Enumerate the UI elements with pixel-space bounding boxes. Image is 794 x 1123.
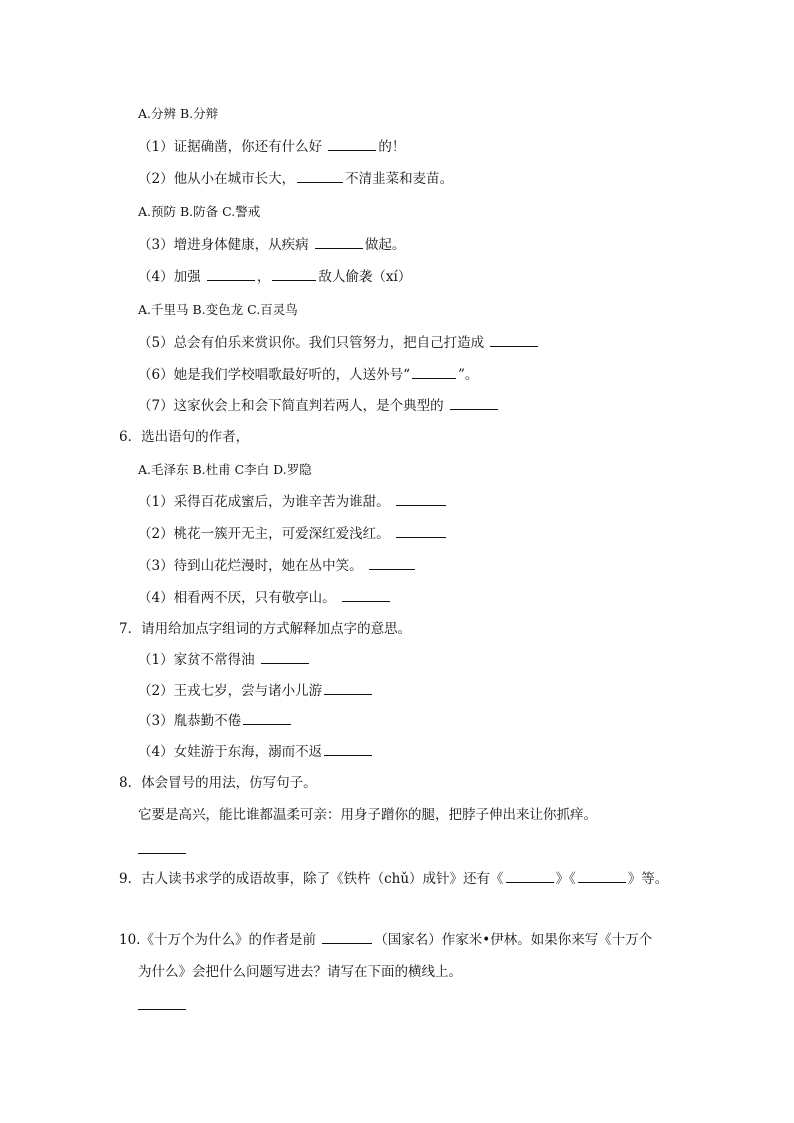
q7-item-3 — [138, 711, 293, 731]
q5-item-4 — [138, 267, 411, 287]
item-text: 9．古人读书求学的成语故事，除了《铁杵（chǔ）成针》还有《 — [119, 871, 504, 887]
q6-item-3 — [138, 556, 417, 576]
q6-item-4 — [138, 588, 392, 608]
item-number: （2） — [138, 683, 174, 699]
answer-blank[interactable] — [490, 333, 538, 347]
answer-blank[interactable] — [315, 235, 363, 249]
item-number: （5） — [138, 335, 174, 351]
item-text: 增进身体健康，从疾病 — [173, 237, 313, 253]
answer-blank[interactable] — [396, 524, 446, 538]
q10-line-1 — [119, 930, 652, 950]
answer-blank[interactable] — [324, 681, 372, 695]
item-text: 他从小在城市长大， — [173, 171, 296, 187]
item-text: 相看两不厌，只有敬亭山。 — [173, 590, 340, 606]
item-number: （4） — [138, 744, 174, 760]
q7-title: 7．请用给加点字组词的方式解释加点字的意思。 — [119, 621, 412, 637]
item-text-end: ”。 — [458, 367, 479, 383]
answer-blank-1[interactable] — [207, 267, 255, 281]
item-text-end: 做起。 — [364, 237, 406, 253]
q7-item-2 — [138, 681, 374, 701]
answer-blank-1[interactable] — [506, 869, 554, 883]
item-number: （2） — [138, 526, 174, 542]
item-text-end: 》等。 — [627, 871, 669, 887]
item-text-end: 的！ — [378, 139, 406, 155]
item-text: 女娃游于东海，溺而不返 — [173, 744, 323, 760]
answer-blank[interactable] — [243, 711, 291, 725]
item-text-mid: 》《 — [555, 871, 576, 887]
answer-blank[interactable] — [342, 588, 390, 602]
q10-line-2: 为什么》会把什么问题写进去？请写在下面的横线上。 — [138, 964, 462, 980]
item-text: 这家伙会上和会下简直判若两人，是个典型的 — [173, 398, 448, 414]
q5-item-3 — [138, 235, 405, 255]
answer-blank[interactable] — [261, 650, 309, 664]
answer-blank[interactable] — [369, 556, 415, 570]
item-number: （1） — [138, 652, 174, 668]
q6-item-2 — [138, 524, 448, 544]
item-number: （3） — [138, 237, 174, 253]
item-number: （7） — [138, 398, 174, 414]
item-text: 10.《十万个为什么》的作者是前 — [119, 932, 321, 948]
item-text: 采得百花成蜜后，为谁辛苦为谁甜。 — [173, 494, 394, 510]
q5-item-1 — [138, 137, 405, 157]
item-text: 她是我们学校唱歌最好听的，人送外号“ — [173, 367, 410, 383]
q5-options-c: A.千里马 B.变色龙 C.百灵鸟 — [138, 302, 298, 317]
q7-item-4 — [138, 742, 374, 762]
answer-blank-2[interactable] — [272, 267, 316, 281]
q5-options-b: A.预防 B.防备 C.警戒 — [138, 204, 261, 219]
item-number: （4） — [138, 269, 174, 285]
item-text: 王戎七岁，尝与诸小儿游 — [173, 683, 323, 699]
item-text-end: 不清韭菜和麦苗。 — [345, 171, 454, 187]
answer-blank[interactable] — [328, 137, 376, 151]
item-text: 家贫不常得油 — [173, 652, 259, 668]
q5-item-6 — [138, 365, 478, 385]
answer-blank[interactable] — [324, 742, 372, 756]
item-number: （3） — [138, 558, 174, 574]
answer-blank-2[interactable] — [578, 869, 626, 883]
q6-title: 6．选出语句的作者， — [119, 429, 250, 445]
item-text: 证据确凿，你还有什么好 — [173, 139, 327, 155]
item-text-end: （国家名）作家米•伊林。如果你来写《十万个 — [374, 932, 653, 948]
answer-blank[interactable] — [322, 930, 372, 944]
answer-blank[interactable] — [297, 169, 343, 183]
answer-blank[interactable] — [412, 365, 456, 379]
item-text: 胤恭勤不倦 — [173, 713, 242, 729]
item-number: （4） — [138, 590, 174, 606]
item-text: 加强 — [173, 269, 205, 285]
answer-blank[interactable] — [450, 396, 498, 410]
item-text: 桃花一簇开无主，可爱深红爱浅红。 — [173, 526, 394, 542]
item-number: （1） — [138, 139, 174, 155]
q10-answer-line[interactable] — [138, 1009, 186, 1010]
item-text: 总会有伯乐来赏识你。我们只管努力，把自己打造成 — [173, 335, 489, 351]
item-text-end: 敌人偷袭（xí） — [318, 269, 412, 285]
q9-line — [119, 869, 668, 889]
q8-sentence: 它要是高兴，能比谁都温柔可亲：用身子蹭你的腿，把脖子伸出来让你抓痒。 — [138, 807, 597, 823]
q5-options-a: A.分辨 B.分辩 — [138, 106, 219, 121]
q5-item-2 — [138, 169, 453, 189]
item-number: （1） — [138, 494, 174, 510]
answer-blank[interactable] — [396, 492, 446, 506]
q6-options: A.毛泽东 B.杜甫 C李白 D.罗隐 — [138, 462, 312, 477]
q5-item-7 — [138, 396, 500, 416]
item-text-mid: ， — [256, 269, 271, 285]
q8-answer-line[interactable] — [138, 853, 186, 854]
q7-item-1 — [138, 650, 311, 670]
q6-item-1 — [138, 492, 448, 512]
item-number: （3） — [138, 713, 174, 729]
q5-item-5 — [138, 333, 540, 353]
q8-title: 8．体会冒号的用法，仿写句子。 — [119, 775, 317, 791]
item-number: （2） — [138, 171, 174, 187]
item-number: （6） — [138, 367, 174, 383]
item-text: 待到山花烂漫时，她在丛中笑。 — [173, 558, 367, 574]
